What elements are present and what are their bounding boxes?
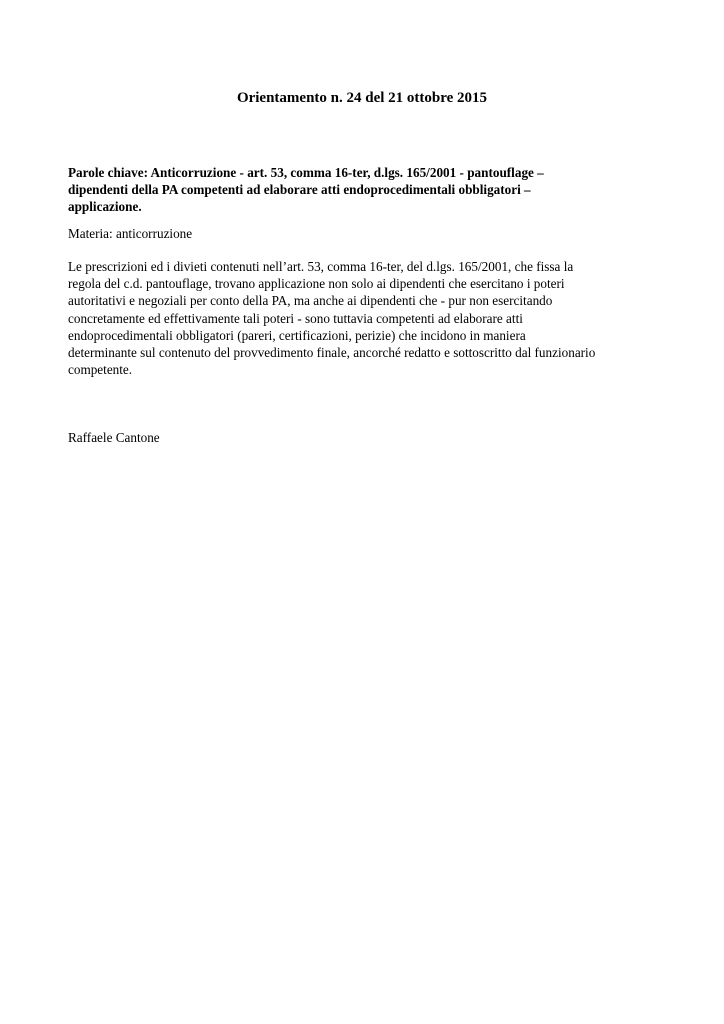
keywords-line: dipendenti della PA competenti ad elaborare atti endoprocedimentali obbligatori – [68,182,531,197]
body-line: competente. [68,362,133,378]
body-line: autoritativi e negoziali per conto della PA, ma anche ai dipendenti che - pur non esercitando [68,293,553,309]
body-line: concretamente ed effettivamente tali poteri - sono tuttavia competenti ad elaborare atti [68,310,523,326]
signature: Raffaele Cantone [68,430,160,445]
keywords-paragraph [68,164,628,215]
body-line: regola del c.d. pantouflage, trovano applicazione non solo ai dipendenti che esercitano i poteri [68,276,565,292]
materia-line: Materia: anticorruzione [68,226,193,241]
body-line: Le prescrizioni ed i divieti contenuti nell’art. 53, comma 16-ter, del d.lgs. 165/2001, che fissa la [68,259,574,274]
body-line: determinante sul contenuto del provvedimento finale, ancorché redatto e sottoscritto dal funzionario [68,345,596,361]
keywords-line: applicazione. [68,199,142,214]
document-title: Orientamento n. 24 del 21 ottobre 2015 [236,90,488,106]
body-paragraph [68,258,628,378]
keywords-line: Parole chiave: Anticorruzione - art. 53, comma 16-ter, d.lgs. 165/2001 - pantouflage – [68,165,544,180]
body-line: endoprocedimentali obbligatori (pareri, certificazioni, perizie) che incidono in maniera [68,327,526,343]
